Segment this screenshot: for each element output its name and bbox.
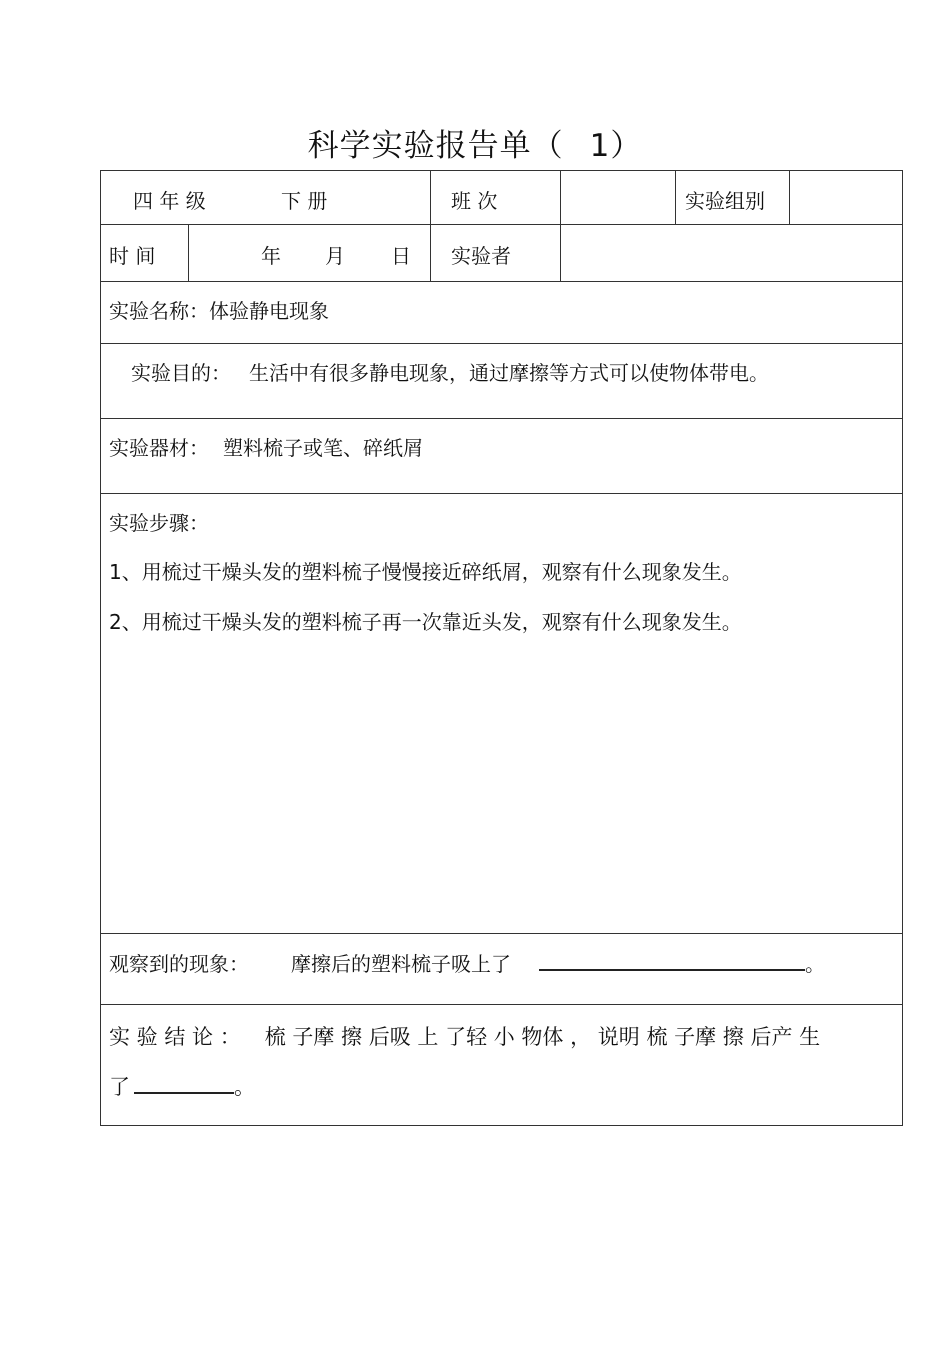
observation-end: 。 (805, 952, 825, 976)
report-table (100, 170, 903, 1126)
conclusion-blank[interactable] (134, 1092, 234, 1094)
row-divider (101, 343, 902, 344)
col-divider (560, 171, 561, 224)
page-title (0, 120, 950, 165)
class-label: 班 次 (451, 189, 498, 213)
purpose-label: 实验目的： (131, 361, 231, 385)
experiment-name-value: 体验静电现象 (209, 299, 329, 323)
materials-value: 塑料梳子或笔、碎纸屑 (223, 436, 423, 460)
month-label: 月 (325, 244, 345, 268)
step-item: 2、用梳过干燥头发的塑料梳子再一次靠近头发，观察有什么现象发生。 (109, 610, 742, 634)
conclusion-start: 了 (109, 1075, 130, 1099)
purpose-value: 生活中有很多静电现象，通过摩擦等方式可以使物体带电。 (249, 361, 769, 385)
row-divider (101, 224, 902, 225)
observation (109, 948, 825, 977)
col-divider (188, 224, 189, 281)
materials-label: 实验器材： (109, 436, 209, 460)
row-divider (101, 281, 902, 282)
title-text: 科学实验报告单（ (307, 128, 564, 164)
steps-label: 实验步骤： (109, 511, 209, 535)
col-divider (430, 224, 431, 281)
grade-label: 四 年 级 (133, 189, 206, 213)
observation-value: 摩擦后的塑料梳子吸上了 (291, 952, 511, 976)
volume-label: 下 册 (281, 189, 328, 213)
col-divider (789, 171, 790, 224)
row-divider (101, 1004, 902, 1005)
experiment-name-label: 实验名称： (109, 299, 209, 323)
conclusion-line-1 (109, 1021, 820, 1051)
time-label: 时 间 (109, 244, 156, 268)
row-divider (101, 933, 902, 934)
experiment-materials (109, 432, 423, 461)
title-number: 1） (589, 128, 643, 164)
experiment-name (109, 295, 329, 324)
conclusion-label: 实 验 结 论 ： (109, 1025, 241, 1049)
row-divider (101, 418, 902, 419)
day-label: 日 (391, 244, 411, 268)
year-label: 年 (261, 244, 281, 268)
col-divider (560, 224, 561, 281)
experiment-purpose (131, 357, 769, 386)
conclusion-end: 。 (234, 1075, 255, 1099)
observation-blank[interactable] (539, 969, 805, 971)
group-label: 实验组别 (685, 189, 765, 213)
row-divider (101, 493, 902, 494)
conclusion-line-2 (109, 1071, 255, 1101)
experimenter-label: 实验者 (451, 244, 511, 268)
col-divider (675, 171, 676, 224)
step-item: 1、用梳过干燥头发的塑料梳子慢慢接近碎纸屑，观察有什么现象发生。 (109, 560, 742, 584)
observation-label: 观察到的现象： (109, 952, 249, 976)
conclusion-text: 梳 子摩 擦 后吸 上 了轻 小 物体 ， 说明 梳 子摩 擦 后产 生 (264, 1025, 821, 1049)
col-divider (430, 171, 431, 224)
